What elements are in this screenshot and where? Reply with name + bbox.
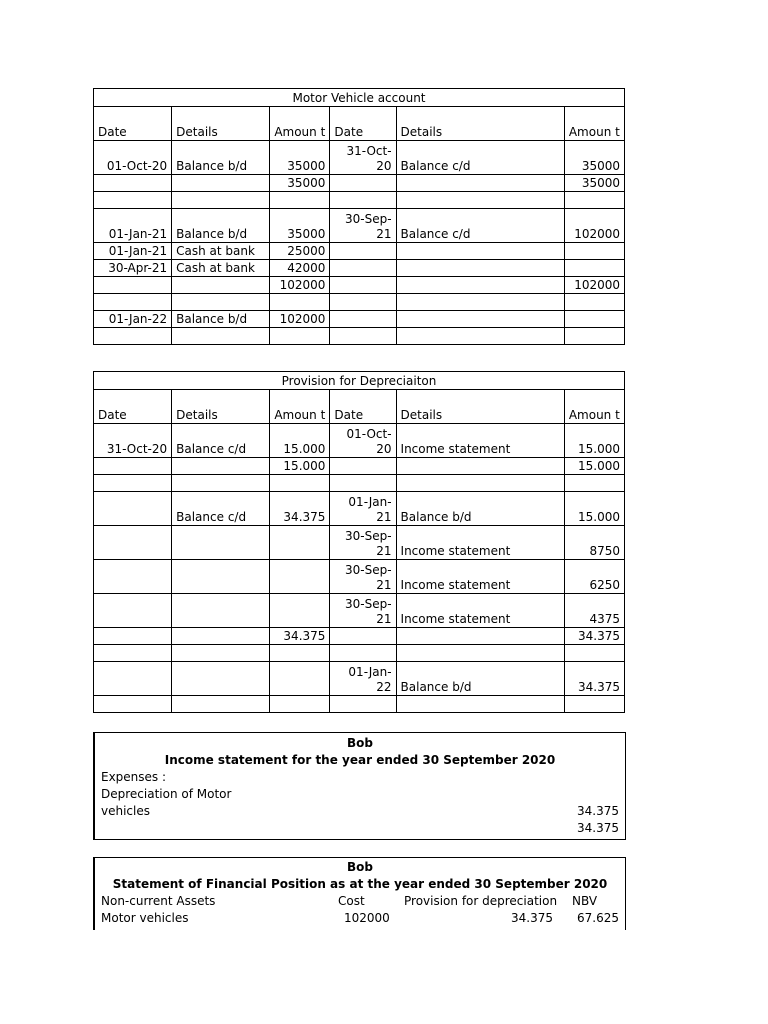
cell-date-left (94, 175, 172, 192)
cell-amount-left: 102000 (270, 311, 330, 328)
cell-amount-left (270, 560, 330, 594)
cell-date-right (330, 628, 396, 645)
cell-amount-left (270, 526, 330, 560)
financial-position-title: Statement of Financial Position as at the year ended 30 September 2020 (112, 877, 608, 891)
cell-details-right (396, 260, 564, 277)
total-row (95, 820, 625, 837)
cell-details-right (396, 192, 564, 209)
table-row (94, 243, 625, 260)
cell-amount-left (270, 294, 330, 311)
cell-details-left: Balance c/d (172, 424, 270, 458)
header-amount-left: Amoun t (270, 390, 330, 424)
cell-date-right (330, 311, 396, 328)
cell-amount-right (564, 311, 624, 328)
cell-date-left (94, 696, 172, 713)
cell-date-right: 30-Sep-21 (330, 594, 396, 628)
cell-date-right (330, 696, 396, 713)
fp-motor-row (95, 910, 625, 927)
cell-date-left (94, 458, 172, 475)
cell-details-right: Income statement (396, 526, 564, 560)
cell-amount-right: 34.375 (564, 628, 624, 645)
cell-amount-left: 35000 (270, 209, 330, 243)
cell-date-right: 30-Sep-21 (330, 209, 396, 243)
income-statement-total: 34.375 (577, 821, 619, 835)
cell-details-left (172, 475, 270, 492)
cell-details-right (396, 311, 564, 328)
cell-amount-left: 15.000 (270, 424, 330, 458)
cell-date-left (94, 526, 172, 560)
cell-details-right (396, 645, 564, 662)
cell-amount-right: 34.375 (564, 662, 624, 696)
cell-amount-left: 102000 (270, 277, 330, 294)
cell-details-right (396, 277, 564, 294)
motor-vehicle-title: Motor Vehicle account (94, 89, 625, 107)
cell-details-left (172, 628, 270, 645)
cell-details-left: Balance b/d (172, 209, 270, 243)
table-row (94, 458, 625, 475)
cell-amount-left: 15.000 (270, 458, 330, 475)
cell-date-right: 01-Jan-22 (330, 662, 396, 696)
cell-date-right (330, 243, 396, 260)
cell-details-right (396, 294, 564, 311)
cell-details-left (172, 192, 270, 209)
cell-details-right: Income statement (396, 560, 564, 594)
cell-details-left (172, 560, 270, 594)
fp-header-row (95, 893, 625, 910)
cell-amount-right: 15.000 (564, 458, 624, 475)
income-statement-title: Income statement for the year ended 30 September 2020 (164, 753, 556, 767)
cell-details-right (396, 628, 564, 645)
cell-details-right: Income statement (396, 424, 564, 458)
cell-details-left: Cash at bank (172, 260, 270, 277)
table-row (94, 696, 625, 713)
table-header-row (94, 390, 625, 424)
financial-position-name: Bob (347, 860, 373, 874)
fp-header-provision: Provision for depreciation (404, 894, 558, 908)
cell-date-left: 01-Oct-20 (94, 141, 172, 175)
cell-amount-right (564, 328, 624, 345)
cell-amount-right (564, 475, 624, 492)
cell-amount-left: 25000 (270, 243, 330, 260)
cell-details-left (172, 175, 270, 192)
cell-date-left (94, 594, 172, 628)
table-row (94, 311, 625, 328)
financial-position-box (93, 857, 626, 930)
cell-date-left (94, 662, 172, 696)
cell-date-left (94, 475, 172, 492)
cell-details-right: Balance b/d (396, 662, 564, 696)
cell-date-right: 30-Sep-21 (330, 560, 396, 594)
cell-amount-left: 42000 (270, 260, 330, 277)
table-row (94, 492, 625, 526)
cell-date-left: 30-Apr-21 (94, 260, 172, 277)
cell-date-right (330, 475, 396, 492)
cell-details-left (172, 645, 270, 662)
header-date-right: Date (330, 390, 396, 424)
header-amount-left: Amoun t (270, 107, 330, 141)
depreciation-label-2: vehicles (101, 804, 150, 818)
cell-details-right (396, 243, 564, 260)
cell-amount-left: 35000 (270, 141, 330, 175)
cell-details-right (396, 696, 564, 713)
cell-details-right (396, 475, 564, 492)
cell-amount-right (564, 192, 624, 209)
cell-date-right (330, 458, 396, 475)
cell-amount-right: 35000 (564, 141, 624, 175)
cell-date-left (94, 277, 172, 294)
table-row (94, 645, 625, 662)
cell-date-left: 31-Oct-20 (94, 424, 172, 458)
cell-date-left (94, 192, 172, 209)
cell-date-right: 01-Jan-21 (330, 492, 396, 526)
cell-date-left: 01-Jan-21 (94, 209, 172, 243)
header-details-right: Details (396, 107, 564, 141)
table-row (94, 328, 625, 345)
cell-date-left: 01-Jan-22 (94, 311, 172, 328)
cell-details-left: Balance c/d (172, 492, 270, 526)
table-row (94, 662, 625, 696)
cell-details-left: Balance b/d (172, 141, 270, 175)
table-row (94, 141, 625, 175)
fp-header-label: Non-current Assets (101, 894, 216, 908)
cell-details-left (172, 277, 270, 294)
cell-details-left (172, 294, 270, 311)
cell-details-left (172, 526, 270, 560)
cell-amount-right: 4375 (564, 594, 624, 628)
table-row (94, 260, 625, 277)
cell-details-left: Balance b/d (172, 311, 270, 328)
cell-amount-right: 102000 (564, 209, 624, 243)
cell-details-right: Balance b/d (396, 492, 564, 526)
header-amount-right: Amoun t (564, 390, 624, 424)
cell-amount-right: 102000 (564, 277, 624, 294)
fp-motor-provision: 34.375 (511, 911, 553, 925)
depreciation-label-1: Depreciation of Motor (101, 787, 232, 801)
cell-amount-left: 34.375 (270, 492, 330, 526)
header-date-left: Date (94, 107, 172, 141)
header-details-left: Details (172, 390, 270, 424)
table-row (94, 192, 625, 209)
cell-amount-left (270, 645, 330, 662)
cell-details-right: Balance c/d (396, 209, 564, 243)
fp-motor-cost: 102000 (344, 911, 390, 925)
expenses-row (95, 769, 625, 786)
cell-date-right (330, 645, 396, 662)
depreciation-row-1 (95, 786, 625, 803)
cell-amount-left: 35000 (270, 175, 330, 192)
cell-date-right: 30-Sep-21 (330, 526, 396, 560)
table-row (94, 209, 625, 243)
cell-details-right: Balance c/d (396, 141, 564, 175)
cell-amount-left (270, 696, 330, 713)
table-row (94, 560, 625, 594)
cell-amount-right: 6250 (564, 560, 624, 594)
cell-date-right: 31-Oct-20 (330, 141, 396, 175)
income-statement-box (93, 732, 626, 840)
table-row (94, 526, 625, 560)
cell-amount-right: 15.000 (564, 492, 624, 526)
fp-header-cost: Cost (338, 894, 365, 908)
table-header-row (94, 107, 625, 141)
cell-date-left (94, 645, 172, 662)
income-statement-name: Bob (347, 736, 373, 750)
cell-amount-left (270, 475, 330, 492)
header-details-right: Details (396, 390, 564, 424)
cell-date-left (94, 628, 172, 645)
cell-amount-right (564, 243, 624, 260)
cell-date-right: 01-Oct-20 (330, 424, 396, 458)
table-title-row (94, 89, 625, 107)
fp-header-nbv: NBV (572, 894, 598, 908)
cell-date-left (94, 294, 172, 311)
table-row (94, 294, 625, 311)
table-row (94, 594, 625, 628)
table-row (94, 424, 625, 458)
cell-amount-right (564, 696, 624, 713)
depreciation-row-2 (95, 803, 625, 820)
fp-motor-nbv: 67.625 (577, 911, 619, 925)
cell-details-right (396, 328, 564, 345)
cell-amount-right: 15.000 (564, 424, 624, 458)
cell-date-left (94, 560, 172, 594)
header-amount-right: Amoun t (564, 107, 624, 141)
cell-date-left (94, 328, 172, 345)
cell-date-right (330, 277, 396, 294)
cell-amount-right (564, 294, 624, 311)
cell-amount-right (564, 260, 624, 277)
cell-details-right (396, 458, 564, 475)
cell-details-left (172, 458, 270, 475)
provision-title: Provision for Depreciaiton (94, 372, 625, 390)
cell-details-left (172, 328, 270, 345)
cell-details-left (172, 696, 270, 713)
cell-date-right (330, 294, 396, 311)
cell-amount-right (564, 645, 624, 662)
cell-date-left (94, 492, 172, 526)
depreciation-value: 34.375 (577, 804, 619, 818)
table-row (94, 475, 625, 492)
cell-amount-right: 35000 (564, 175, 624, 192)
expenses-label: Expenses : (101, 770, 167, 784)
cell-date-right (330, 328, 396, 345)
cell-amount-left: 34.375 (270, 628, 330, 645)
header-date-right: Date (330, 107, 396, 141)
provision-depreciation-table (93, 371, 625, 713)
table-row (94, 175, 625, 192)
cell-date-left: 01-Jan-21 (94, 243, 172, 260)
cell-amount-left (270, 192, 330, 209)
motor-vehicle-account-table (93, 88, 625, 345)
header-details-left: Details (172, 107, 270, 141)
table-row (94, 628, 625, 645)
cell-amount-left (270, 594, 330, 628)
cell-details-right: Income statement (396, 594, 564, 628)
cell-amount-right: 8750 (564, 526, 624, 560)
cell-details-left (172, 662, 270, 696)
table-title-row (94, 372, 625, 390)
cell-date-right (330, 260, 396, 277)
cell-date-right (330, 175, 396, 192)
fp-motor-label: Motor vehicles (101, 911, 189, 925)
cell-amount-left (270, 328, 330, 345)
cell-amount-left (270, 662, 330, 696)
cell-details-left: Cash at bank (172, 243, 270, 260)
table-row (94, 277, 625, 294)
cell-date-right (330, 192, 396, 209)
cell-details-left (172, 594, 270, 628)
header-date-left: Date (94, 390, 172, 424)
cell-details-right (396, 175, 564, 192)
